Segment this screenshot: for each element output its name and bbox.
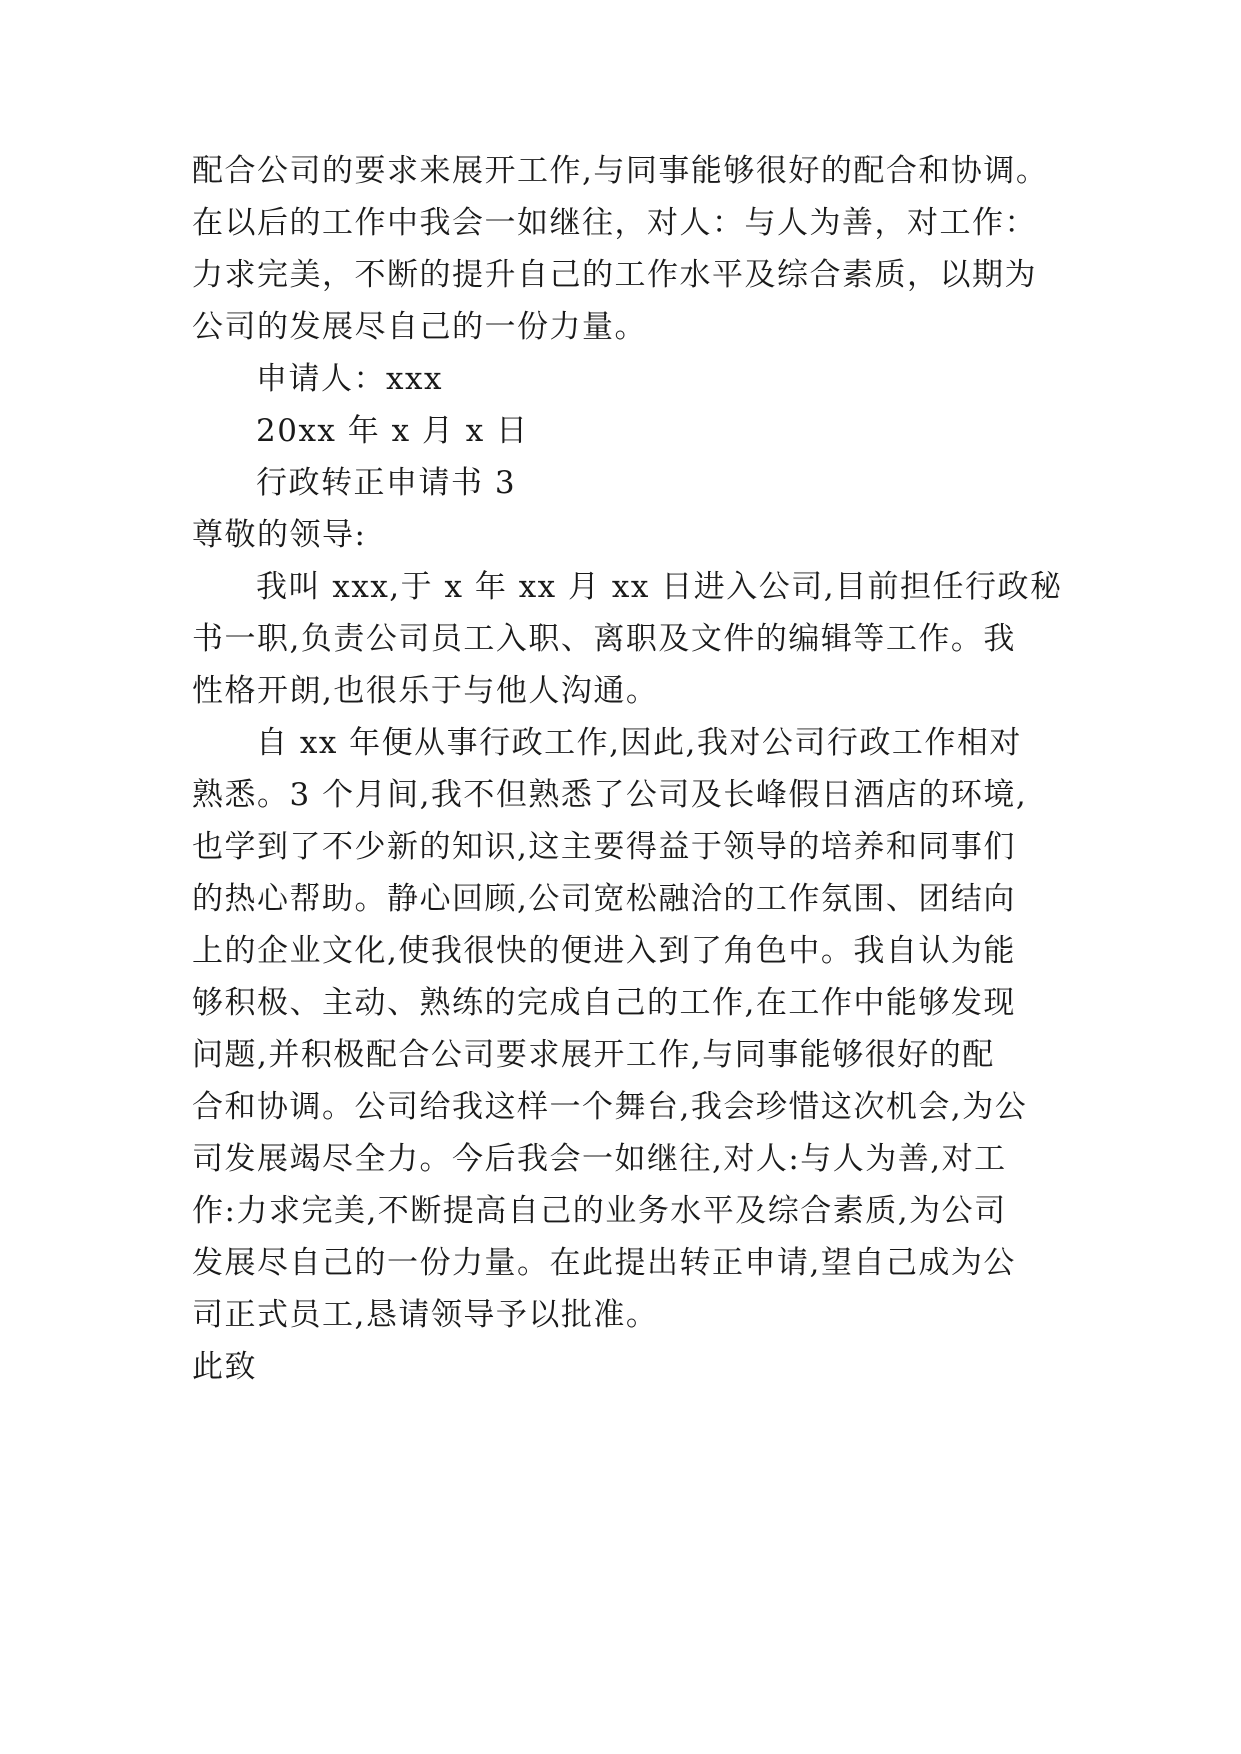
- text-line: 在以后的工作中我会一如继往，对人：与人为善，对工作：: [192, 205, 1037, 241]
- text-line: 性格开朗,也很乐于与他人沟通。: [192, 673, 659, 709]
- text-line: 配合公司的要求来展开工作,与同事能够很好的配合和协调。: [192, 153, 1049, 189]
- text-line: 上的企业文化,使我很快的便进入到了角色中。我自认为能: [192, 933, 1016, 969]
- section-title: 行政转正申请书 3: [256, 465, 517, 501]
- text-line: 问题,并积极配合公司要求展开工作,与同事能够很好的配: [192, 1037, 995, 1073]
- text-line: 熟悉。3 个月间,我不但熟悉了公司及长峰假日酒店的环境,: [192, 777, 1028, 813]
- salutation: 尊敬的领导:: [192, 517, 367, 553]
- date-line: 20xx 年 x 月 x 日: [256, 413, 529, 449]
- text-line: 也学到了不少新的知识,这主要得益于领导的培养和同事们: [192, 829, 1016, 865]
- text-line: 自 xx 年便从事行政工作,因此,我对公司行政工作相对: [256, 725, 1022, 761]
- text-line: 发展尽自己的一份力量。在此提出转正申请,望自己成为公: [192, 1245, 1016, 1281]
- closing-line: 此致: [192, 1349, 257, 1385]
- text-line: 的热心帮助。静心回顾,公司宽松融洽的工作氛围、团结向: [192, 881, 1016, 917]
- text-line: 合和协调。公司给我这样一个舞台,我会珍惜这次机会,为公: [192, 1089, 1028, 1125]
- text-line: 我叫 xxx,于 x 年 xx 月 xx 日进入公司,目前担任行政秘: [256, 569, 1063, 605]
- applicant-line: 申请人：xxx: [256, 361, 443, 397]
- text-line: 司正式员工,恳请领导予以批准。: [192, 1297, 659, 1333]
- text-line: 司发展竭尽全力。今后我会一如继往,对人:与人为善,对工: [192, 1141, 1007, 1177]
- text-line: 公司的发展尽自己的一份力量。: [192, 309, 647, 345]
- text-line: 力求完美，不断的提升自己的工作水平及综合素质，以期为: [192, 257, 1037, 293]
- text-line: 作:力求完美,不断提高自己的业务水平及综合素质,为公司: [192, 1193, 1007, 1229]
- text-line: 书一职,负责公司员工入职、离职及文件的编辑等工作。我: [192, 621, 1016, 657]
- text-line: 够积极、主动、熟练的完成自己的工作,在工作中能够发现: [192, 985, 1016, 1021]
